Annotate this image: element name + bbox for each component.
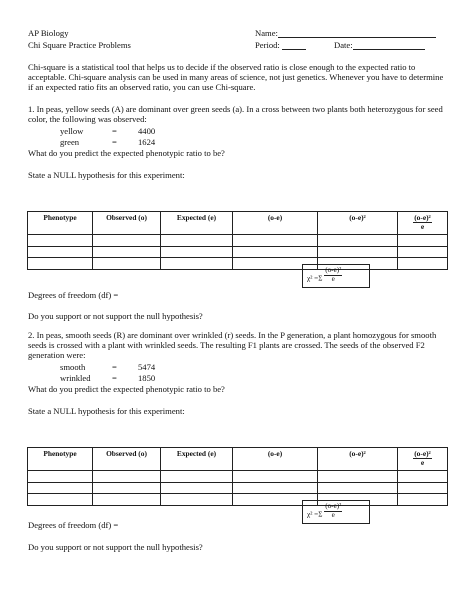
cell[interactable]: [161, 246, 233, 258]
obs-eq: =: [112, 373, 117, 383]
table-header-row: [28, 448, 448, 471]
col-observed: Observed (o): [93, 448, 161, 471]
cell[interactable]: [28, 258, 93, 270]
table-row: [28, 482, 448, 494]
chi-sum-denominator: e: [331, 510, 335, 519]
col-o-minus-e: (o-e): [233, 448, 318, 471]
problem2-observation-smooth: [60, 362, 155, 372]
period-field[interactable]: [282, 40, 306, 50]
cell[interactable]: [161, 471, 233, 483]
intro-paragraph: Chi-square is a statistical tool that helps us to decide if the observed ratio is close enough to the expected ratio to acceptable. Chi-square analysis can be used in many areas of science, not just genetics. Whenever you have to determine if an expected ratio fits an observed ratio, you can use Chi-square.: [28, 62, 444, 93]
problem2-observation-wrinkled: [60, 373, 155, 383]
chi-square-table-1: [27, 211, 448, 270]
date-label: Date:: [334, 40, 353, 50]
cell[interactable]: [93, 258, 161, 270]
chi-sum-prefix: χ² =Σ: [307, 510, 323, 519]
cell[interactable]: [161, 235, 233, 247]
cell[interactable]: [28, 494, 93, 506]
period-line: [255, 40, 306, 50]
problem1-observation-yellow: [60, 126, 155, 136]
obs-value: 4400: [138, 126, 156, 136]
name-field[interactable]: [278, 28, 436, 38]
obs-eq: =: [112, 362, 117, 372]
cell[interactable]: [93, 235, 161, 247]
obs-eq: =: [112, 126, 117, 136]
problem2-null-question: State a NULL hypothesis for this experiment:: [28, 406, 185, 416]
cell[interactable]: [398, 258, 448, 270]
cell[interactable]: [233, 471, 318, 483]
problem2-support: Do you support or not support the null hypothesis?: [28, 542, 203, 552]
cell[interactable]: [398, 235, 448, 247]
chi-sum-denominator: e: [331, 274, 335, 283]
cell[interactable]: [318, 471, 398, 483]
cell[interactable]: [318, 482, 398, 494]
problem1-ratio-question: What do you predict the expected phenotypic ratio to be?: [28, 148, 225, 158]
col-chi-term: [398, 448, 448, 471]
problem1-null-question: State a NULL hypothesis for this experiment:: [28, 170, 185, 180]
problem1-observation-green: [60, 137, 155, 147]
chi-term-numerator: (o-e)²: [414, 213, 431, 222]
obs-eq: =: [112, 137, 117, 147]
cell[interactable]: [398, 494, 448, 506]
problem2-ratio-question: What do you predict the expected phenotypic ratio to be?: [28, 384, 225, 394]
date-field[interactable]: [353, 40, 425, 50]
col-phenotype: Phenotype: [28, 448, 93, 471]
period-label: Period:: [255, 40, 280, 50]
cell[interactable]: [161, 482, 233, 494]
obs-label: green: [60, 137, 80, 147]
problem2-df: Degrees of freedom (df) =: [28, 520, 119, 530]
date-line: [334, 40, 425, 50]
chi-term-denominator: e: [420, 457, 425, 467]
col-phenotype: Phenotype: [28, 212, 93, 235]
cell[interactable]: [318, 246, 398, 258]
cell[interactable]: [93, 246, 161, 258]
cell[interactable]: [233, 235, 318, 247]
cell[interactable]: [93, 482, 161, 494]
obs-value: 5474: [138, 362, 156, 372]
col-o-minus-e-squared: (o-e)²: [318, 448, 398, 471]
chi-sum-numerator: (o-e)²: [325, 502, 342, 510]
cell[interactable]: [161, 494, 233, 506]
obs-label: smooth: [60, 362, 86, 372]
problem1-df: Degrees of freedom (df) =: [28, 290, 119, 300]
obs-value: 1850: [138, 373, 156, 383]
col-chi-term: [398, 212, 448, 235]
chi-term-denominator: e: [420, 221, 425, 231]
problem1-text: 1. In peas, yellow seeds (A) are dominant over green seeds (a). In a cross between two plants both heterozygous for seed color, the following was observed:: [28, 104, 443, 125]
col-observed: Observed (o): [93, 212, 161, 235]
table-header-row: [28, 212, 448, 235]
problem1-support: Do you support or not support the null hypothesis?: [28, 311, 203, 321]
cell[interactable]: [398, 471, 448, 483]
table-row: [28, 471, 448, 483]
cell[interactable]: [28, 471, 93, 483]
course-title: AP Biology: [28, 28, 69, 38]
cell[interactable]: [161, 258, 233, 270]
col-expected: Expected (e): [161, 448, 233, 471]
table-row: [28, 246, 448, 258]
cell[interactable]: [233, 482, 318, 494]
obs-label: wrinkled: [60, 373, 91, 383]
chi-square-sum-box-2[interactable]: [302, 500, 370, 524]
cell[interactable]: [233, 246, 318, 258]
cell[interactable]: [28, 246, 93, 258]
obs-label: yellow: [60, 126, 84, 136]
cell[interactable]: [398, 246, 448, 258]
name-line: [255, 28, 436, 38]
cell[interactable]: [93, 494, 161, 506]
chi-sum-prefix: χ² =Σ: [307, 274, 323, 283]
table-row: [28, 494, 448, 506]
name-label: Name:: [255, 28, 278, 38]
chi-square-sum-box-1[interactable]: [302, 264, 370, 288]
problem2-text: 2. In peas, smooth seeds (R) are dominant over wrinkled (r) seeds. In the P generation, a plant homozygous for smooth seeds is crossed with a plant with wrinkled seeds. The resulting F1 plants are crossed. The seeds of the observed F2 generation were:: [28, 330, 437, 361]
col-o-minus-e-squared: (o-e)²: [318, 212, 398, 235]
obs-value: 1624: [138, 137, 156, 147]
col-expected: Expected (e): [161, 212, 233, 235]
chi-sum-numerator: (o-e)²: [325, 266, 342, 274]
chi-square-table-2: [27, 447, 448, 506]
cell[interactable]: [398, 482, 448, 494]
worksheet-title: Chi Square Practice Problems: [28, 40, 131, 50]
col-o-minus-e: (o-e): [233, 212, 318, 235]
table-row: [28, 235, 448, 247]
cell[interactable]: [93, 471, 161, 483]
chi-term-numerator: (o-e)²: [414, 449, 431, 458]
cell[interactable]: [28, 482, 93, 494]
table-row: [28, 258, 448, 270]
cell[interactable]: [28, 235, 93, 247]
cell[interactable]: [318, 235, 398, 247]
